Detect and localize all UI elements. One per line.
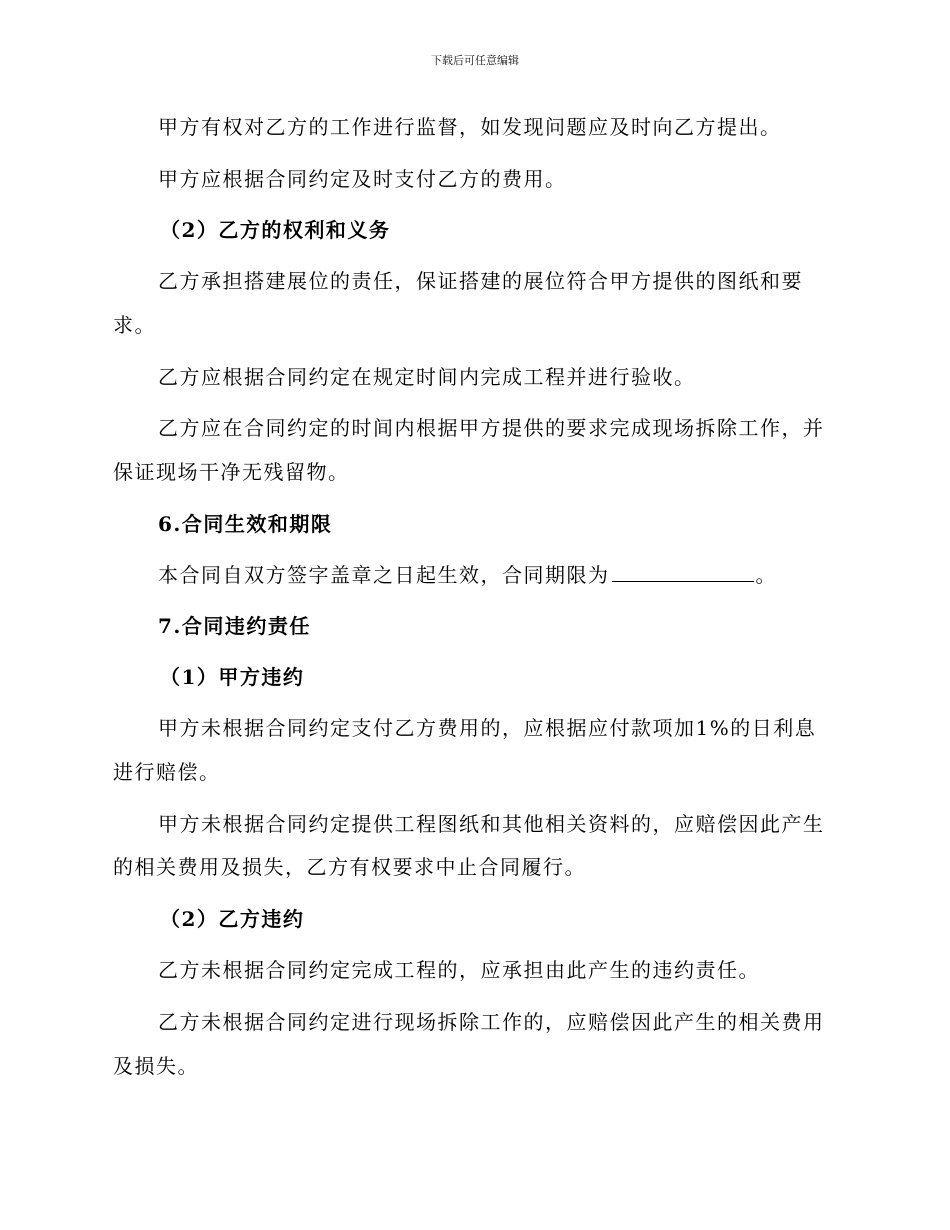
paragraph-line: 甲方应根据合同约定及时支付乙方的费用。 xyxy=(158,167,567,191)
section-heading: （2）乙方的权利和义务 xyxy=(160,218,391,242)
fill-in-blank xyxy=(612,561,754,582)
paragraph-line: 乙方承担搭建展位的责任，保证搭建的展位符合甲方提供的图纸和要 xyxy=(158,269,803,293)
paragraph-line: 进行赔偿。 xyxy=(113,760,221,784)
paragraph-line: 甲方未根据合同约定支付乙方费用的，应根据应付款项加1%的日利息 xyxy=(158,716,817,740)
paragraph-text: 本合同自双方签字盖章之日起生效，合同期限为 xyxy=(158,563,610,587)
paragraph-text: 。 xyxy=(755,563,777,587)
paragraph-line-with-blank xyxy=(158,561,878,589)
paragraph-line: 乙方未根据合同约定完成工程的，应承担由此产生的违约责任。 xyxy=(158,958,760,982)
paragraph-line: 乙方应在合同约定的时间内根据甲方提供的要求完成现场拆除工作，并 xyxy=(158,416,825,440)
paragraph-line: 的相关费用及损失，乙方有权要求中止合同履行。 xyxy=(113,855,586,879)
paragraph-line: 保证现场干净无残留物。 xyxy=(113,460,350,484)
paragraph-line: 甲方未根据合同约定提供工程图纸和其他相关资料的，应赔偿因此产生 xyxy=(158,812,825,836)
paragraph-line: 乙方应根据合同约定在规定时间内完成工程并进行验收。 xyxy=(158,365,696,389)
section-heading: 6.合同生效和期限 xyxy=(158,512,333,536)
paragraph-line: 乙方未根据合同约定进行现场拆除工作的，应赔偿因此产生的相关费用 xyxy=(158,1010,825,1034)
page-header-note: 下载后可任意编辑 xyxy=(431,54,519,67)
section-heading: 7.合同违约责任 xyxy=(158,614,311,638)
paragraph-line: 及损失。 xyxy=(113,1054,199,1078)
section-heading: （1）甲方违约 xyxy=(160,665,305,689)
section-heading: （2）乙方违约 xyxy=(160,907,305,931)
paragraph-line: 求。 xyxy=(113,313,156,337)
paragraph-line: 甲方有权对乙方的工作进行监督，如发现问题应及时向乙方提出。 xyxy=(158,115,782,139)
